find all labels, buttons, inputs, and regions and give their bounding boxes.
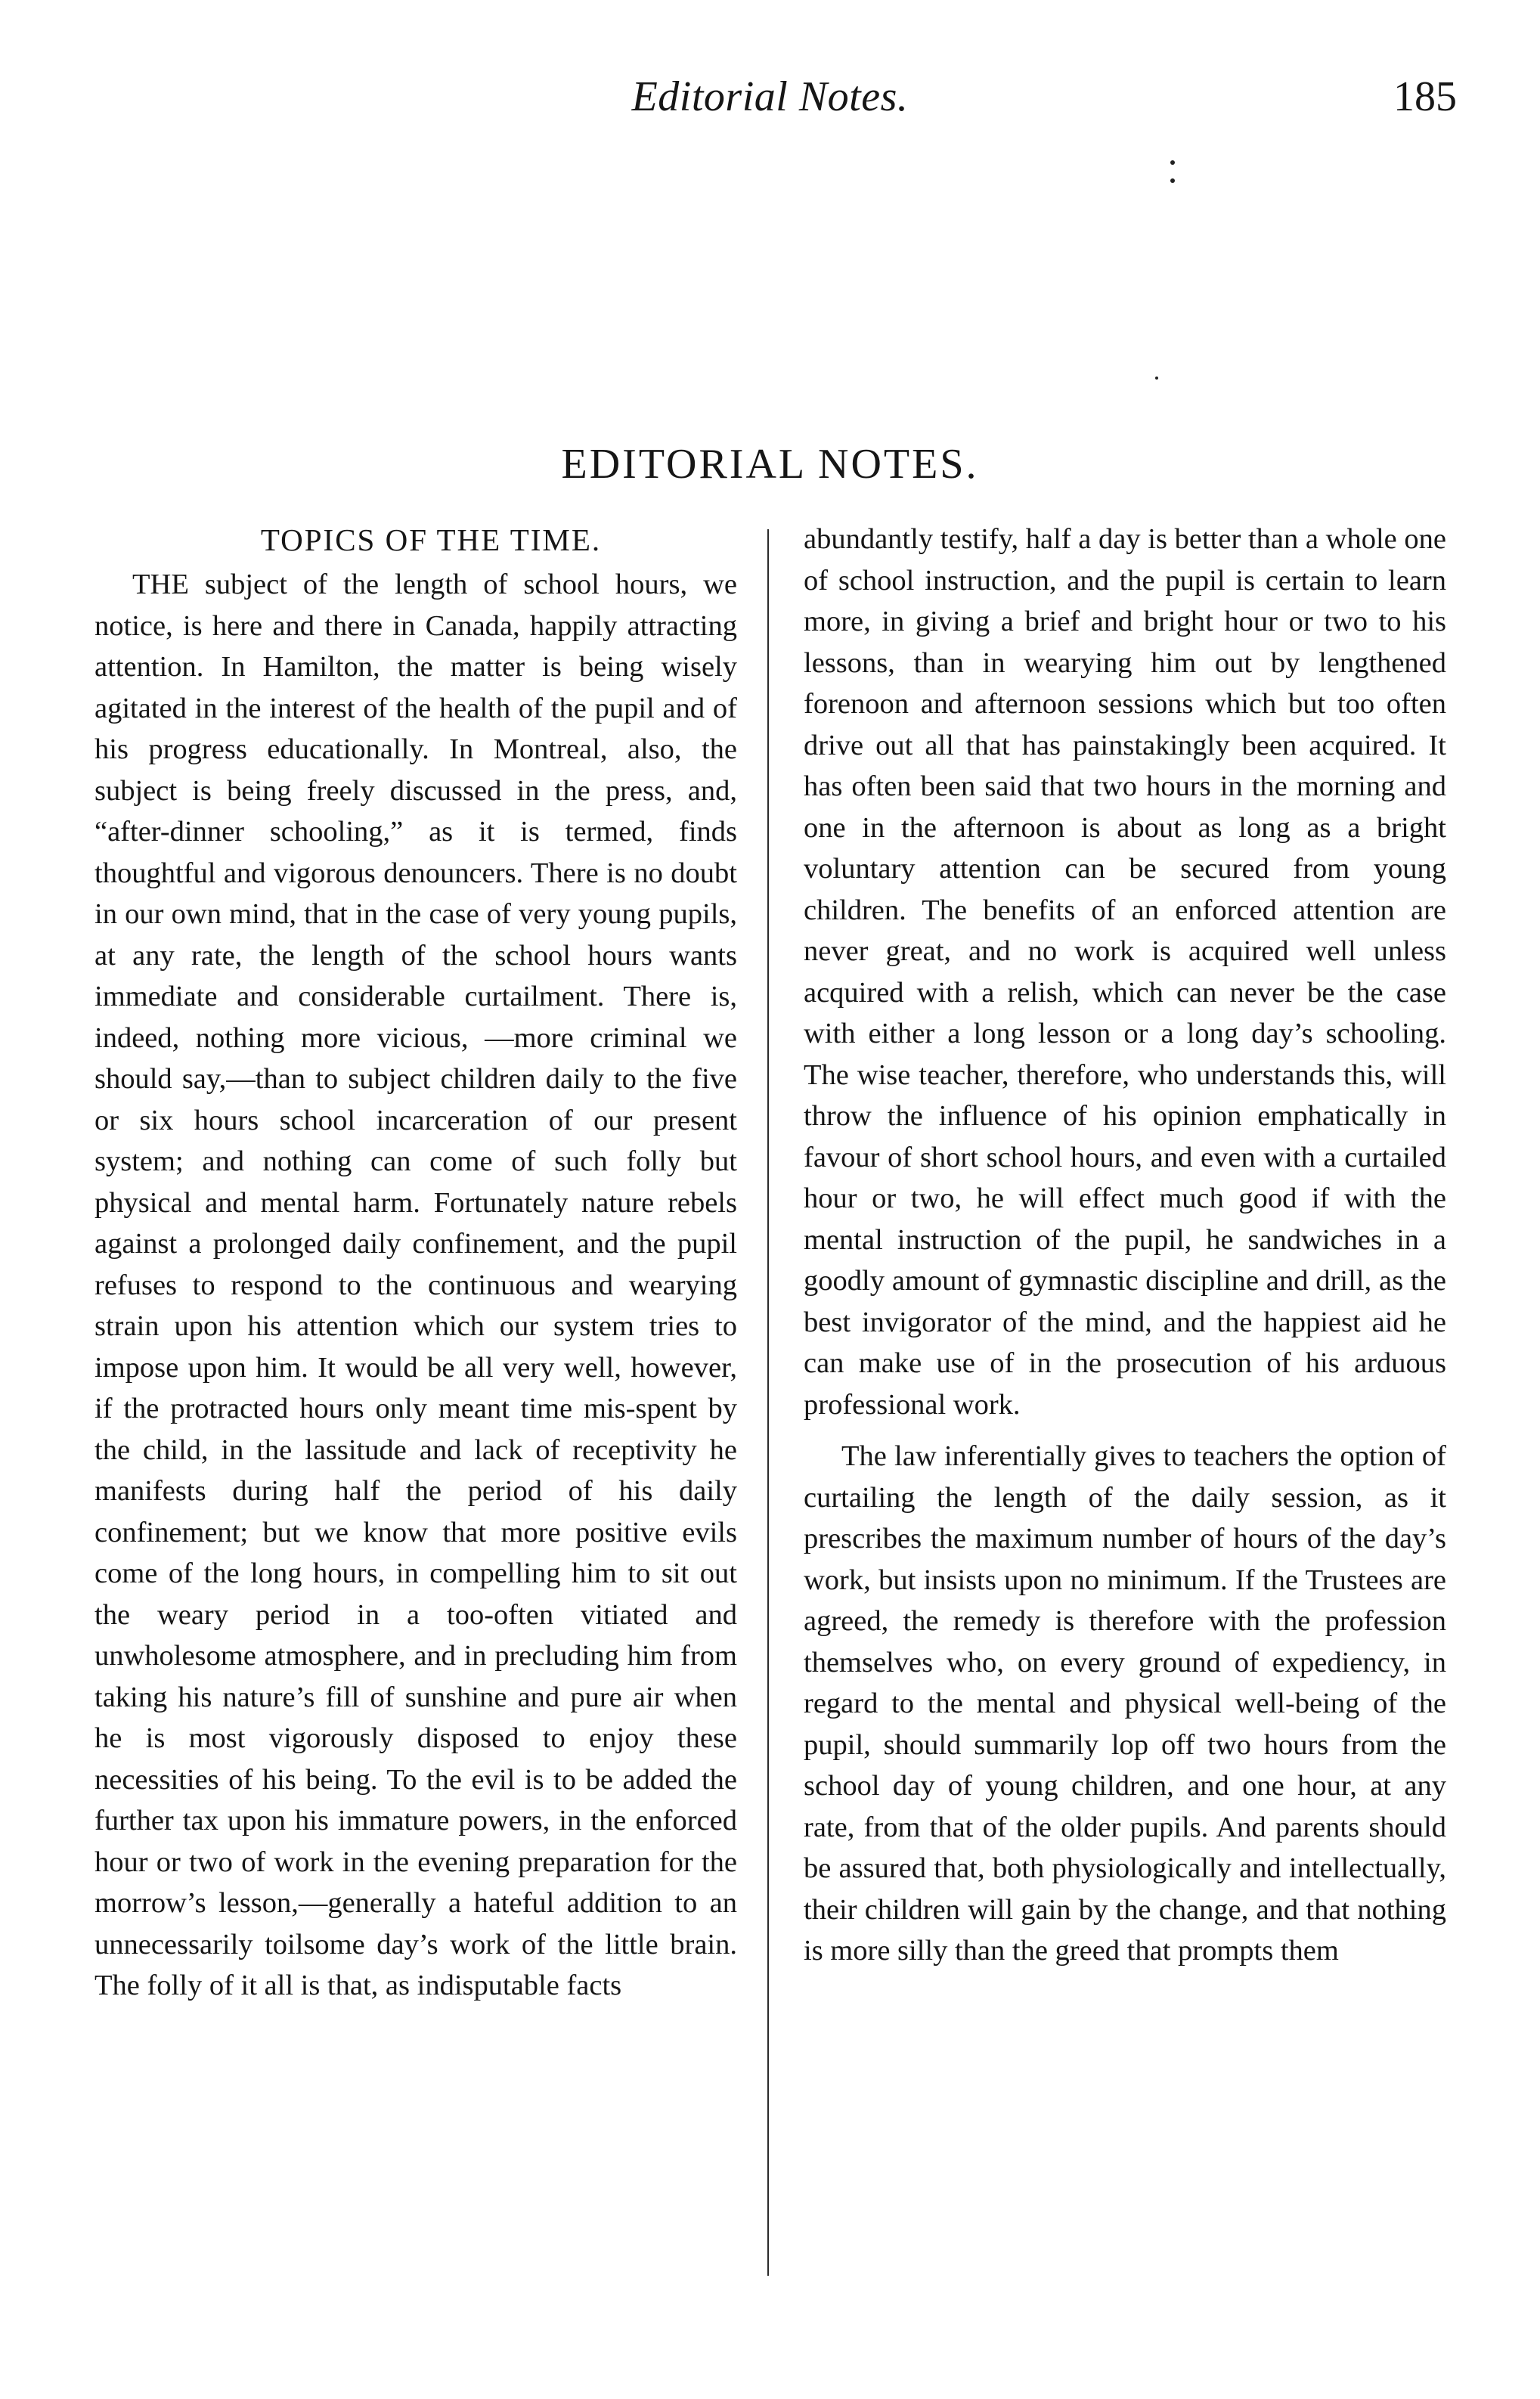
article-subhead: TOPICS OF THE TIME. — [260, 522, 602, 557]
page-number: 185 — [1393, 73, 1457, 120]
print-speck — [1170, 178, 1175, 183]
paragraph: THE subject of the length of school hours, we notice, is here and there in Canada, happily attracting attention. In Hamilton, the matter is being wisely agitated in the interest of the health of the pupil and of his progress educationally. In Montreal, also, the subject is being freely discussed in the press, and, “after-dinner schooling,” as it is termed, finds thoughtful and vigorous denouncers. There is no doubt in our own mind, that in the case of very young pupils, at any rate, the length of the school hours wants immediate and considerable curtailment. There is, indeed, nothing more vicious, —more criminal we should say,—than to subject children daily to the five or six hours school incarceration of our present system; and nothing can come of such folly but physical and mental harm. Fortunately nature rebels against a prolonged daily confinement, and the pupil refuses to respond to the continuous and wearying strain upon his attention which our system tries to impose upon him. It would be all very well, however, if the protracted hours only meant time mis-spent by the child, in the lassitude and lack of receptivity he manifests during half the period of his daily confinement; but we know that more positive evils come of the long hours, in compelling him to sit out the weary period in a too-often vitiated and unwholesome atmosphere, and in precluding him from taking his nature’s fill of sunshine and pure air when he is most vigorously disposed to enjoy these necessities of his being. To the evil is to be added the further tax upon his immature powers, in the enforced hour or two of work in the evening preparation for the morrow’s lesson,—generally a hateful addition to an unnecessarily toilsome day’s work of the little brain. The folly of it all is that, as indisputable facts — [95, 569, 737, 2001]
column-divider — [767, 529, 769, 2276]
running-head — [0, 73, 1540, 133]
right-column — [804, 519, 1446, 1972]
print-speck — [1170, 160, 1175, 165]
section-title: EDITORIAL NOTES. — [561, 441, 979, 488]
paragraph: abundantly testify, half a day is better than a whole one of school instruction, and the pupil is certain to learn more, in giving a brief and bright hour or two to his lessons, than in wearying him out by lengthened forenoon and afternoon sessions which but too often drive out all that has painstakingly been acquired. It has often been said that two hours in the morning and one in the afternoon is about as long as a bright voluntary attention can be secured from young children. The benefits of an enforced attention are never great, and no work is acquired well unless acquired with a relish, which can never be the case with either a long lesson or a long day’s schooling. The wise teacher, therefore, who understands this, will throw the influence of his opinion emphatically in favour of short school hours, and even with a curtailed hour or two, he will effect much good if with the mental instruction of the pupil, he sandwiches in a goodly amount of gymnastic discipline and drill, as the best invigorator of the mind, and the happiest aid he can make use of in the prosecution of his arduous professional work. — [804, 523, 1446, 1421]
left-column — [95, 519, 737, 2007]
running-title: Editorial Notes. — [631, 73, 909, 120]
paragraph: The law inferentially gives to teachers the option of curtailing the length of the daily session, as it prescribes the maximum number of hours of the day’s work, but insists upon no minimum. If the Trustees are agreed, the remedy is therefore with the profession themselves who, on every ground of expediency, in regard to the mental and physical well-being of the pupil, should summarily lop off two hours from the school day of young children, and one hour, at any rate, from that of the older pupils. And parents should be assured that, both physiologically and intellectually, their children will gain by the change, and that nothing is more silly than the greed that prompts them — [804, 1440, 1446, 1967]
print-speck — [1155, 377, 1158, 380]
